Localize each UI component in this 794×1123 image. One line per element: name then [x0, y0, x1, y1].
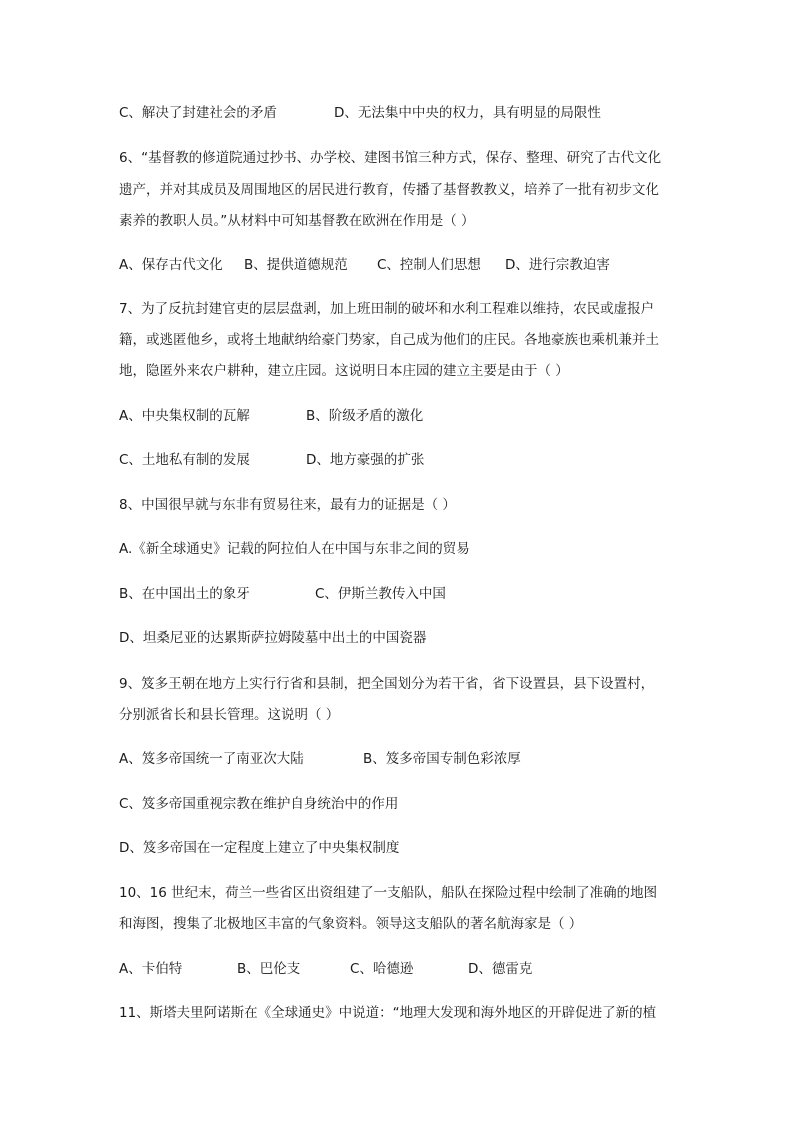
q6-option-a: A、保存古代文化 — [119, 257, 223, 273]
q6-stem-line-2: 遗产，并对其成员及周围地区的居民进行教育，传播了基督教教义，培养了一批有初步文化 — [119, 182, 659, 198]
q9-stem-line-1: 9、笈多王朝在地方上实行行省和县制，把全国划分为若干省，省下设置县，县下设置村， — [119, 676, 655, 692]
q9-option-d: D、笈多帝国在一定程度上建立了中央集权制度 — [119, 840, 400, 856]
q5-option-c: C、解决了封建社会的矛盾 — [119, 105, 277, 121]
q7-option-b: B、阶级矛盾的激化 — [306, 408, 424, 424]
q9-option-a: A、笈多帝国统一了南亚次大陆 — [119, 751, 304, 767]
q10-stem-line-2: 和海图，搜集了北极地区丰富的气象资料。领导这支船队的著名航海家是（ ） — [119, 916, 583, 932]
q7-stem-line-1: 7、为了反抗封建官吏的层层盘剥，加上班田制的破坏和水利工程难以维持，农民或虚报户 — [119, 301, 655, 317]
q10-option-d: D、德雷克 — [468, 961, 533, 977]
q6-option-d: D、进行宗教迫害 — [505, 257, 610, 273]
q6-option-b: B、提供道德规范 — [244, 257, 348, 273]
q7-stem-line-3: 地，隐匿外来农户耕种，建立庄园。这说明日本庄园的建立主要是由于（ ） — [119, 363, 569, 379]
q8-option-c: C、伊斯兰教传入中国 — [315, 586, 446, 602]
q10-stem-line-1: 10、16 世纪末，荷兰一些省区出资组建了一支船队，船队在探险过程中绘制了准确的地图 — [119, 885, 658, 901]
q7-option-d: D、地方豪强的扩张 — [306, 452, 425, 468]
q11-stem-line-1: 11、斯塔夫里阿诺斯在《全球通史》中说道：“地理大发现和海外地区的开辟促进了新的植 — [119, 1005, 657, 1021]
q8-stem-line-1: 8、中国很早就与东非有贸易往来，最有力的证据是（ ） — [119, 497, 456, 513]
q10-option-a: A、卡伯特 — [119, 961, 183, 977]
q8-option-a: A.《新全球通史》记载的阿拉伯人在中国与东非之间的贸易 — [119, 541, 470, 557]
q6-stem-line-3: 素养的教职人员。”从材料中可知基督教在欧洲在作用是（ ） — [119, 213, 475, 229]
q7-option-a: A、中央集权制的瓦解 — [119, 408, 250, 424]
q8-option-d: D、坦桑尼亚的达累斯萨拉姆陵墓中出土的中国瓷器 — [119, 630, 427, 646]
q10-option-c: C、哈德逊 — [350, 961, 414, 977]
q9-option-b: B、笈多帝国专制色彩浓厚 — [363, 751, 521, 767]
q6-stem-line-1: 6、“基督教的修道院通过抄书、办学校、建图书馆三种方式，保存、整理、研究了古代文化 — [119, 150, 662, 166]
q8-option-b: B、在中国出土的象牙 — [119, 586, 250, 602]
q9-option-c: C、笈多帝国重视宗教在维护自身统治中的作用 — [119, 796, 399, 812]
q5-option-d: D、无法集中中央的权力，具有明显的局限性 — [334, 105, 601, 121]
q6-option-c: C、控制人们思想 — [377, 257, 481, 273]
q5-options-cd-line — [119, 104, 679, 122]
q7-option-c: C、土地私有制的发展 — [119, 452, 250, 468]
q10-option-b: B、巴伦支 — [237, 961, 301, 977]
q7-stem-line-2: 籍，或逃匿他乡，或将土地献纳给豪门势家，自己成为他们的庄民。各地豪族也乘机兼并土 — [119, 332, 659, 348]
q9-stem-line-2: 分别派省长和县长管理。这说明（ ） — [119, 707, 340, 723]
